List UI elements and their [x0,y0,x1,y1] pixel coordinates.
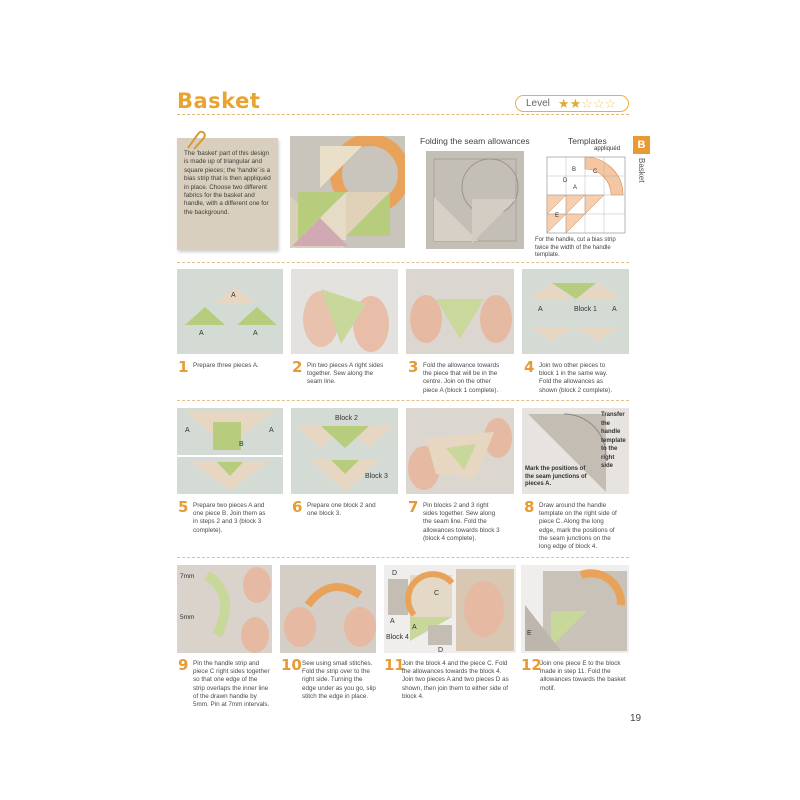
step-caption: Prepare one block 2 and one block 3. [307,502,376,518]
step-10-photo [280,565,376,653]
step-caption: Pin two pieces A right sides together. Sew along the seam line. [307,362,384,386]
page-title: Basket [177,89,261,113]
star-outline-icon: ☆ [604,96,617,111]
step-number: 2 [292,358,303,376]
step-caption: Join two other pieces to block 1 in the same way. Fold the allowances as shown (block 2 complete). [539,362,613,394]
row-divider [177,557,629,558]
step-label: Block 1 [574,306,597,313]
step-number: 7 [408,498,419,516]
star-rating [558,97,616,110]
template-label: A [573,185,578,191]
step-label: Block 4 [386,634,409,641]
step-number: 5 [178,498,189,516]
difficulty-level [515,95,629,112]
step-caption: Prepare three pieces A. [193,362,259,369]
step-caption: Sew using small stitches. Fold the strip over to the right side. Turning the edge under as you go, slip stitch the edge in place. [302,660,376,700]
templates-sub: appliquéd [594,146,621,152]
step-number: 12 [521,656,542,674]
step-label: A [269,427,274,434]
templates-heading: Templates [568,136,607,146]
step-label: A [231,292,236,299]
step-7-photo [406,408,514,494]
step-3-photo [406,269,514,354]
step-6-photo [291,408,398,494]
step-label: 5mm [180,614,195,621]
step-label: A [412,624,417,631]
intro-text: The 'basket' part of this design is made up of triangular and square pieces; the 'handle' is a bias strip that is then appliquéd in place. Choose two different fabrics for the basket and handle, with a different one for the background. [184,150,271,216]
step-caption: Join one piece E to the block made in step 11. Fold the allowances towards the basket motif. [540,660,626,692]
step-caption: Draw around the handle template on the right side of piece C. Along the long edge, mark the positions of the seam junctions on the long edge of block 4. [539,502,617,551]
step-caption: Join the block 4 and the piece C. Fold the allowances towards the block 4. Join two pieces A and two pieces D as shown, then join them to either side of block 4. [402,660,509,700]
step-number: 4 [524,358,535,376]
step-number: 8 [524,498,535,516]
star-filled-icon: ★ [569,96,582,111]
step-number: 9 [178,656,189,674]
step-4-photo [522,269,629,354]
step-label: B [239,441,244,448]
step-12-photo [521,565,629,653]
template-label: E [555,213,560,219]
step-label: A [199,330,204,337]
template-label: D [563,178,568,184]
intro-note-card [177,138,278,250]
step-label: E [527,630,532,637]
step-caption: Prepare two pieces A and one piece B. Join them as in steps 2 and 3 (block 3 complete). [193,502,266,534]
step-number: 6 [292,498,303,516]
page-number: 19 [630,713,642,724]
step-label: Block 2 [335,415,358,422]
section-tab-label: Basket [637,158,646,183]
template-label: B [572,167,577,173]
step-label: D [392,570,398,577]
templates-note: For the handle, cut a bias strip twice the width of the handle template. [535,237,616,258]
step-label: A [612,306,617,313]
row-divider [177,400,629,401]
star-outline-icon: ☆ [581,96,593,111]
step-label: A [185,427,190,434]
folding-photo [426,151,524,249]
step-11-photo [384,565,516,653]
step-label: A [538,306,543,313]
level-label: Level [526,98,550,109]
step-label: C [434,590,440,597]
step-caption: Pin blocks 2 and 3 right sides together. Sew along the seam line. Fold the allowances towards block 3 (block 4 complete). [423,502,500,542]
step-number: 3 [408,358,419,376]
star-outline-icon: ☆ [592,96,605,111]
step-1-photo [177,269,283,354]
row-divider [177,262,629,263]
section-tab: B [633,136,650,154]
star-filled-icon: ★ [557,96,570,111]
title-divider [177,114,629,115]
step-caption: Fold the allowance towards the piece that will be in the centre. Join on the other piece A (block 1 complete). [423,362,500,394]
folding-heading: Folding the seam allowances [420,136,530,146]
step-number: 1 [178,358,189,376]
step-number: 11 [384,656,405,674]
step-label: A [390,618,395,625]
paperclip-icon [184,130,206,150]
finished-basket-photo [290,136,405,248]
step-label: Mark the positions of the seam junctions of pieces A. [525,466,587,487]
step-5-photo [177,408,283,494]
step-label: Block 3 [365,473,388,480]
step-2-photo [291,269,398,354]
step-label: 7mm [180,573,195,580]
step-label: A [253,330,258,337]
step-caption: Pin the handle strip and piece C right sides together so that one edge of the strip overlaps the inner line of the drawn handle by 5mm. Pin at 7mm intervals. [193,660,270,709]
template-label: C [593,169,598,175]
step-label: Transfer the handle template to the right side [601,412,626,469]
template-diagram [545,155,629,235]
step-number: 10 [281,656,302,674]
step-label: D [438,647,444,653]
